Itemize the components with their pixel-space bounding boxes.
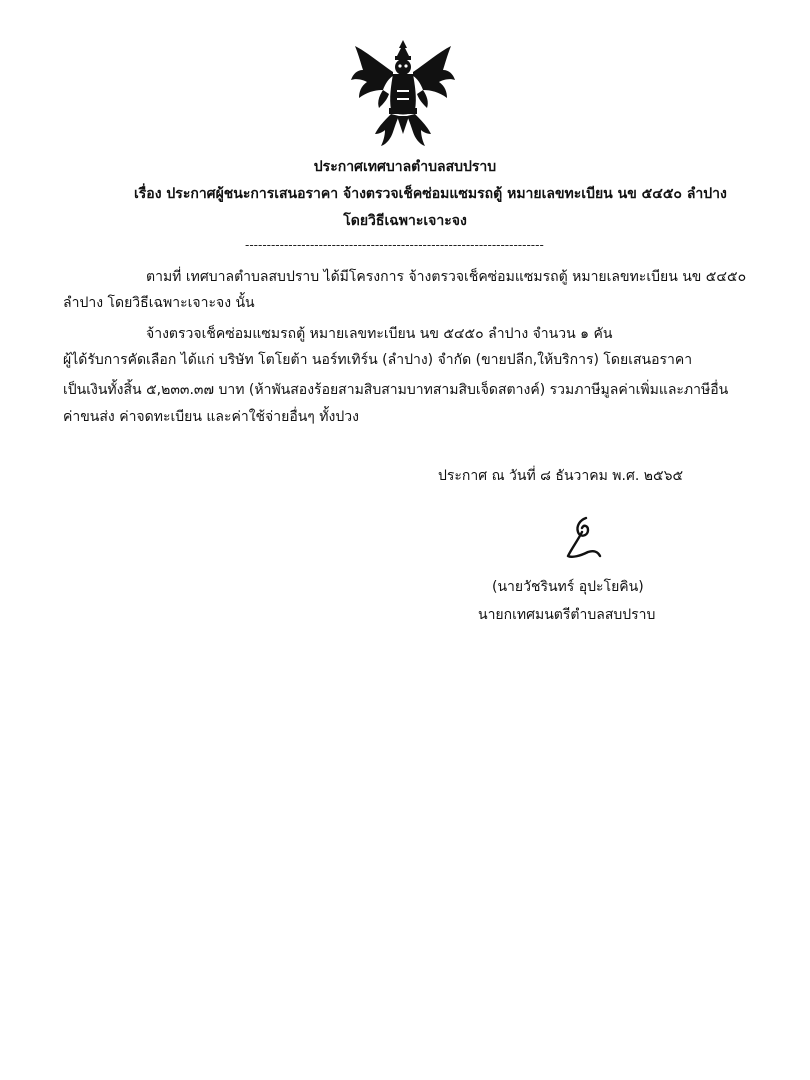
signer-position: นายกเทศมนตรีตำบลสบปราบ	[478, 607, 656, 623]
announcement-title: ประกาศเทศบาลตำบลสบปราบ	[313, 159, 497, 175]
signature-mark	[558, 512, 608, 568]
paragraph-2-line-1: จ้างตรวจเช็คซ่อมแซมรถตู้ หมายเลขทะเบียน นข ๕๔๕๐ ลำปาง จำนวน ๑ คัน	[146, 326, 613, 342]
separator-line: ---------------------------------------------------------------------	[245, 238, 544, 252]
paragraph-2-line-3: เป็นเงินทั้งสิ้น ๕,๒๓๓.๓๗ บาท (ห้าพันสองร้อยสามสิบสามบาทสามสิบเจ็ดสตางค์) รวมภาษีมูลค่าเพิ่มและภาษีอื่น	[63, 382, 729, 398]
signer-name: (นายวัชรินทร์ อุปะโยคิน)	[492, 579, 644, 595]
paragraph-2-line-2: ผู้ได้รับการคัดเลือก ได้แก่ บริษัท โตโยต้า นอร์ทเทิร์น (ลำปาง) จำกัด (ขายปลีก,ให้บริการ) โดยเสนอราคา	[63, 352, 693, 368]
garuda-emblem-icon	[345, 34, 461, 152]
paragraph-1-line-1: ตามที่ เทศบาลตำบลสบปราบ ได้มีโครงการ จ้างตรวจเช็คซ่อมแซมรถตู้ หมายเลขทะเบียน นข ๕๔๕๐	[146, 269, 747, 285]
procurement-method: โดยวิธีเฉพาะเจาะจง	[343, 213, 467, 229]
paragraph-2-line-4: ค่าขนส่ง ค่าจดทะเบียน และค่าใช้จ่ายอื่นๆ ทั้งปวง	[63, 409, 359, 425]
paragraph-1-line-2: ลำปาง โดยวิธีเฉพาะเจาะจง นั้น	[63, 295, 255, 311]
announcement-subject: เรื่อง ประกาศผู้ชนะการเสนอราคา จ้างตรวจเช็คซ่อมแซมรถตู้ หมายเลขทะเบียน นข ๕๔๕๐ ลำปาง	[134, 186, 727, 202]
announcement-date: ประกาศ ณ วันที่ ๘ ธันวาคม พ.ศ. ๒๕๖๕	[438, 468, 684, 484]
